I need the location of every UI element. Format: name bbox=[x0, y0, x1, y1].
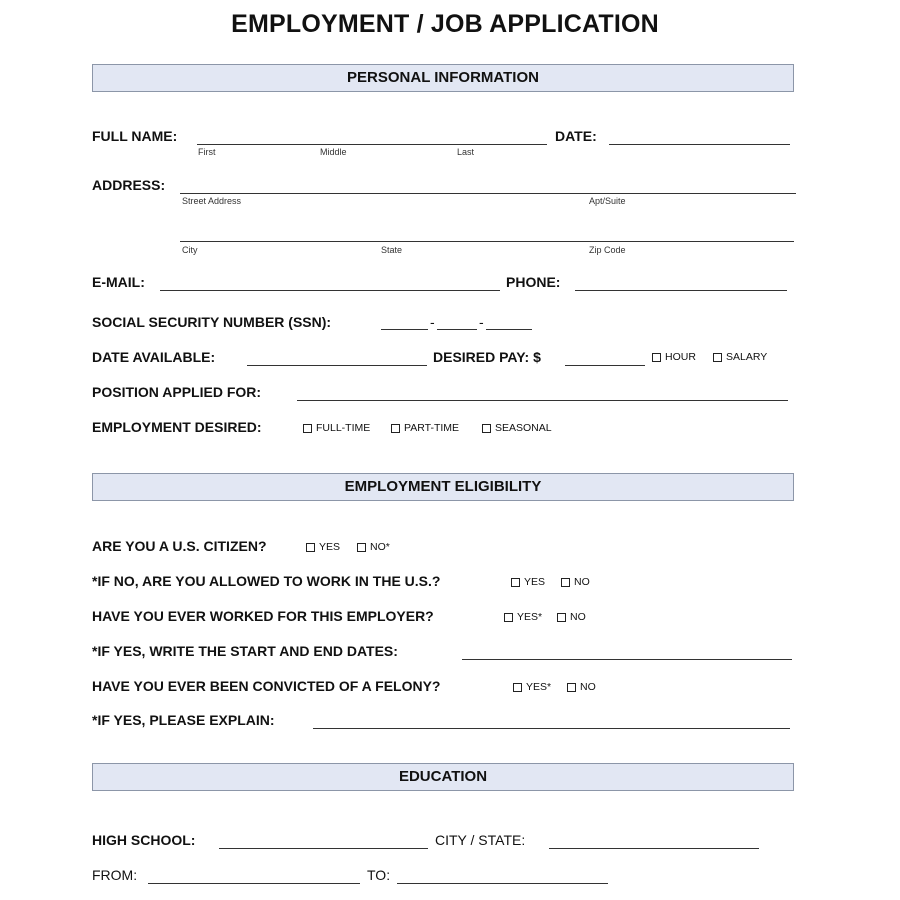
us-citizen-yes-option[interactable]: YES bbox=[306, 541, 340, 553]
street-address-field[interactable] bbox=[180, 193, 796, 194]
us-citizen-no-option[interactable]: NO* bbox=[357, 541, 390, 553]
state-caption: State bbox=[381, 245, 403, 255]
email-field[interactable] bbox=[160, 290, 500, 291]
allowed-to-work-yes-option[interactable]: YES bbox=[511, 576, 545, 588]
full-name-last-caption: Last bbox=[457, 147, 475, 157]
city-state-zip-field[interactable] bbox=[180, 241, 794, 242]
felony-explain-field[interactable] bbox=[313, 728, 790, 729]
allowed-to-work-question: *IF NO, ARE YOU ALLOWED TO WORK IN THE U.S.? bbox=[92, 573, 441, 589]
start-end-dates-label: *IF YES, WRITE THE START AND END DATES: bbox=[92, 643, 398, 659]
full-name-middle-caption: Middle bbox=[320, 147, 347, 157]
phone-field[interactable] bbox=[575, 290, 787, 291]
date-field[interactable] bbox=[609, 144, 790, 145]
high-school-label: HIGH SCHOOL: bbox=[92, 832, 196, 848]
apt-suite-caption: Apt/Suite bbox=[589, 196, 626, 206]
section-header-employment-eligibility: EMPLOYMENT ELIGIBILITY bbox=[92, 473, 794, 501]
date-available-label: DATE AVAILABLE: bbox=[92, 349, 216, 365]
ssn-field-part-1[interactable] bbox=[381, 329, 428, 330]
full-time-option[interactable]: FULL-TIME bbox=[303, 422, 370, 434]
address-label: ADDRESS: bbox=[92, 177, 166, 193]
ssn-label: SOCIAL SECURITY NUMBER (SSN): bbox=[92, 314, 332, 330]
hour-option[interactable]: HOUR bbox=[652, 351, 696, 363]
part-time-checkbox[interactable] bbox=[391, 424, 400, 433]
form-title: EMPLOYMENT / JOB APPLICATION bbox=[231, 10, 659, 38]
city-state-label: CITY / STATE: bbox=[435, 832, 526, 848]
desired-pay-label: DESIRED PAY: $ bbox=[433, 349, 541, 365]
worked-for-employer-no-checkbox[interactable] bbox=[557, 613, 566, 622]
street-address-caption: Street Address bbox=[182, 196, 242, 206]
to-field[interactable] bbox=[397, 883, 608, 884]
from-field[interactable] bbox=[148, 883, 360, 884]
part-time-option[interactable]: PART-TIME bbox=[391, 422, 459, 434]
high-school-field[interactable] bbox=[219, 848, 428, 849]
start-end-dates-field[interactable] bbox=[462, 659, 792, 660]
felony-explain-label: *IF YES, PLEASE EXPLAIN: bbox=[92, 712, 275, 728]
allowed-to-work-no-option[interactable]: NO bbox=[561, 576, 590, 588]
position-applied-label: POSITION APPLIED FOR: bbox=[92, 384, 262, 400]
desired-pay-field[interactable] bbox=[565, 365, 645, 366]
allowed-to-work-no-checkbox[interactable] bbox=[561, 578, 570, 587]
us-citizen-yes-checkbox[interactable] bbox=[306, 543, 315, 552]
full-time-checkbox[interactable] bbox=[303, 424, 312, 433]
worked-for-employer-yes-checkbox[interactable] bbox=[504, 613, 513, 622]
to-label: TO: bbox=[367, 867, 391, 883]
section-header-personal-information: PERSONAL INFORMATION bbox=[92, 64, 794, 92]
ssn-field-part-3[interactable] bbox=[486, 329, 532, 330]
hour-checkbox[interactable] bbox=[652, 353, 661, 362]
worked-for-employer-no-option[interactable]: NO bbox=[557, 611, 586, 623]
from-label: FROM: bbox=[92, 867, 138, 883]
date-label: DATE: bbox=[555, 128, 597, 144]
full-name-label: FULL NAME: bbox=[92, 128, 178, 144]
felony-yes-checkbox[interactable] bbox=[513, 683, 522, 692]
email-label: E-MAIL: bbox=[92, 274, 145, 290]
full-name-field[interactable] bbox=[197, 144, 547, 145]
city-caption: City bbox=[182, 245, 198, 255]
allowed-to-work-yes-checkbox[interactable] bbox=[511, 578, 520, 587]
section-header-education: EDUCATION bbox=[92, 763, 794, 791]
salary-option[interactable]: SALARY bbox=[713, 351, 767, 363]
felony-no-checkbox[interactable] bbox=[567, 683, 576, 692]
worked-for-employer-question: HAVE YOU EVER WORKED FOR THIS EMPLOYER? bbox=[92, 608, 434, 624]
worked-for-employer-yes-option[interactable]: YES* bbox=[504, 611, 542, 623]
employment-desired-label: EMPLOYMENT DESIRED: bbox=[92, 419, 262, 435]
ssn-separator: - bbox=[430, 314, 435, 330]
us-citizen-no-checkbox[interactable] bbox=[357, 543, 366, 552]
date-available-field[interactable] bbox=[247, 365, 427, 366]
seasonal-checkbox[interactable] bbox=[482, 424, 491, 433]
full-name-first-caption: First bbox=[198, 147, 216, 157]
seasonal-option[interactable]: SEASONAL bbox=[482, 422, 552, 434]
us-citizen-question: ARE YOU A U.S. CITIZEN? bbox=[92, 538, 267, 554]
felony-yes-option[interactable]: YES* bbox=[513, 681, 551, 693]
city-state-field[interactable] bbox=[549, 848, 759, 849]
salary-checkbox[interactable] bbox=[713, 353, 722, 362]
felony-no-option[interactable]: NO bbox=[567, 681, 596, 693]
zip-code-caption: Zip Code bbox=[589, 245, 626, 255]
felony-question: HAVE YOU EVER BEEN CONVICTED OF A FELONY? bbox=[92, 678, 441, 694]
ssn-separator: - bbox=[479, 314, 484, 330]
phone-label: PHONE: bbox=[506, 274, 561, 290]
position-applied-field[interactable] bbox=[297, 400, 788, 401]
ssn-field-part-2[interactable] bbox=[437, 329, 477, 330]
